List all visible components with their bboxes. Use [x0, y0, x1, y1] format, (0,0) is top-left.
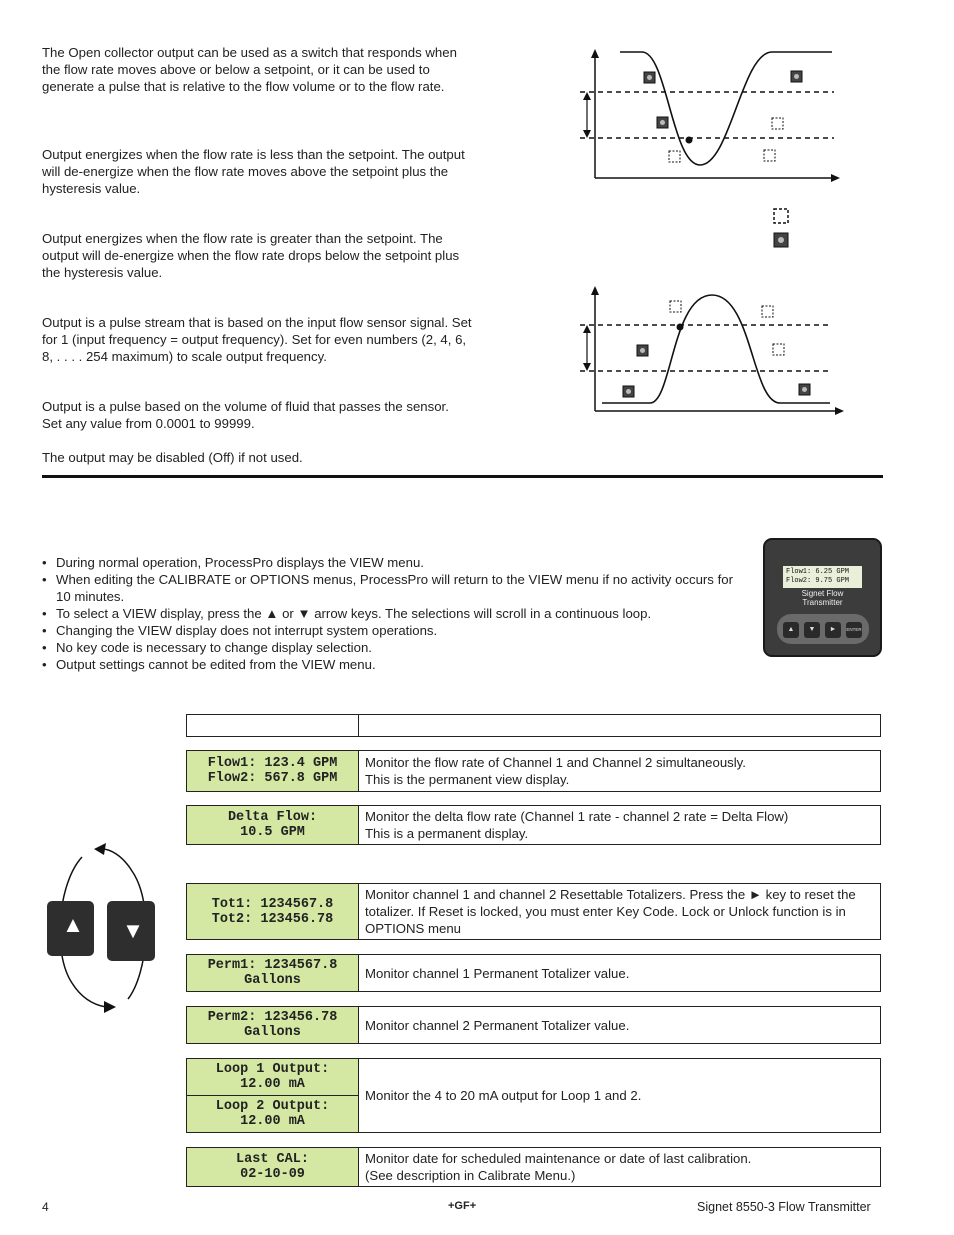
table-header-row	[186, 714, 881, 737]
table-row	[186, 883, 881, 940]
row-description	[365, 751, 874, 791]
lcd-line: Gallons	[244, 973, 301, 988]
table-header-display-cell	[187, 715, 359, 736]
bullet-item: • When editing the CALIBRATE or OPTIONS menus, ProcessPro will return to the VIEW menu if no activity occurs for 10 minutes.	[42, 571, 742, 605]
description-line: Monitor date for scheduled maintenance or date of last calibration.	[365, 1151, 752, 1166]
lcd-line: Perm2: 123456.78	[207, 1010, 338, 1025]
lcd-display	[187, 1059, 359, 1096]
device-screen-line: Flow2: 9.75 GPM	[786, 577, 850, 585]
section-divider	[42, 475, 883, 478]
bullet-item: • No key code is necessary to change display selection.	[42, 639, 742, 656]
lcd-display	[187, 751, 359, 791]
device-label-line: Transmitter	[802, 598, 843, 607]
row-description	[365, 806, 874, 844]
device-label-line: Signet Flow	[801, 589, 844, 598]
lcd-display	[187, 1096, 359, 1132]
lcd-line: Delta Flow:	[227, 810, 318, 825]
lcd-line: Tot1: 1234567.8	[211, 896, 334, 912]
table-row	[186, 805, 881, 845]
bullet-item: • During normal operation, ProcessPro displays the VIEW menu.	[42, 554, 742, 571]
lcd-display	[187, 955, 359, 991]
lcd-line: Flow2: 567.8 GPM	[207, 771, 338, 786]
description-line: (See description in Calibrate Menu.)	[365, 1168, 576, 1183]
lcd-line: 10.5 GPM	[240, 825, 305, 840]
table-row	[186, 1058, 881, 1133]
description-line: This is a permanent display.	[365, 826, 529, 841]
lcd-display	[187, 1148, 359, 1186]
down-arrow-icon: ▼	[122, 918, 144, 943]
bullet-item: • To select a VIEW display, press the ▲ or ▼ arrow keys. The selections will scroll in a continuous loop.	[42, 605, 742, 622]
description-line: Monitor channel 2 Permanent Totalizer value.	[365, 1017, 630, 1033]
lcd-line: Loop 2 Output:	[215, 1099, 330, 1114]
lcd-line: 12.00 mA	[240, 1114, 305, 1129]
bullet-item: • Changing the VIEW display does not interrupt system operations.	[42, 622, 742, 639]
gf-logo: +GF+	[448, 1200, 477, 1212]
device-enter-key: ENTER	[846, 622, 862, 638]
document-title: Signet 8550-3 Flow Transmitter	[697, 1200, 871, 1214]
pulse-mode-paragraph: Output is a pulse stream that is based on the input flow sensor signal. Set for 1 (input frequency = output frequency). Set for even numbers (2, 4, 6, 8, . . . . 254 maximum) to scale output frequency.	[42, 315, 472, 364]
table-row	[186, 750, 881, 792]
lcd-line: Gallons	[244, 1025, 301, 1040]
page-number: 4	[42, 1200, 49, 1214]
row-description	[365, 1059, 874, 1132]
row-description	[365, 1148, 874, 1186]
lcd-line: Flow1: 123.4 GPM	[207, 756, 338, 771]
description-line: Monitor the flow rate of Channel 1 and Channel 2 simultaneously.	[365, 755, 746, 770]
lcd-display	[187, 806, 359, 844]
up-arrow-icon: ▲	[62, 912, 84, 937]
bullet-item: • Output settings cannot be edited from the VIEW menu.	[42, 656, 742, 673]
device-screen	[783, 566, 862, 588]
output-state-legend	[772, 207, 792, 249]
lcd-display	[187, 1007, 359, 1043]
off-mode-paragraph: The output may be disabled (Off) if not used.	[42, 450, 303, 465]
description-line: Monitor channel 1 and channel 2 Resettable Totalizers. Press the ► key to reset the totalizer. If Reset is locked, you must enter Key Code. Lock or Unlock function is in OPTIONS menu	[365, 887, 856, 936]
high-setpoint-diagram	[572, 283, 847, 418]
lcd-line: 12.00 mA	[240, 1077, 305, 1092]
description-line: Monitor channel 1 Permanent Totalizer value.	[365, 965, 630, 981]
table-row	[186, 1147, 881, 1187]
device-screen-line: Flow1: 6.25 GPM	[786, 568, 850, 576]
view-menu-bullets	[42, 554, 742, 673]
description-line: Monitor the 4 to 20 mA output for Loop 1 and 2.	[365, 1088, 642, 1103]
device-up-key: ▲	[783, 622, 799, 638]
low-mode-paragraph: Output energizes when the flow rate is less than the setpoint. The output will de-energize when the flow rate moves above the setpoint plus the hysteresis value.	[42, 147, 465, 196]
high-mode-paragraph: Output energizes when the flow rate is greater than the setpoint. The output will de-energize when the flow rate drops below the setpoint plus the hysteresis value.	[42, 231, 460, 280]
description-line: This is the permanent view display.	[365, 772, 570, 787]
row-description	[365, 955, 874, 991]
lcd-display	[187, 884, 359, 939]
table-row	[186, 954, 881, 992]
device-label	[765, 589, 880, 607]
device-down-key: ▼	[804, 622, 820, 638]
lcd-line: 02-10-09	[240, 1167, 305, 1182]
device-right-key: ►	[825, 622, 841, 638]
lcd-line: Loop 1 Output:	[215, 1062, 330, 1077]
row-description	[365, 1007, 874, 1043]
transmitter-device	[763, 538, 882, 657]
low-setpoint-diagram	[572, 45, 842, 185]
lcd-line: Perm1: 1234567.8	[207, 958, 338, 973]
lcd-line: Tot2: 123456.78	[211, 911, 334, 927]
row-description	[365, 884, 874, 939]
volume-mode-paragraph: Output is a pulse based on the volume of fluid that passes the sensor. Set any value from 0.0001 to 99999.	[42, 399, 449, 431]
intro-paragraph-1: The Open collector output can be used as a switch that responds when the flow rate moves above or below a setpoint, or it can be used to generate a pulse that is relative to the flow volume or to the flow rate.	[42, 45, 457, 94]
description-line: Monitor the delta flow rate (Channel 1 rate - channel 2 rate = Delta Flow)	[365, 809, 789, 824]
lcd-line: Last CAL:	[236, 1152, 309, 1167]
table-row	[186, 1006, 881, 1044]
